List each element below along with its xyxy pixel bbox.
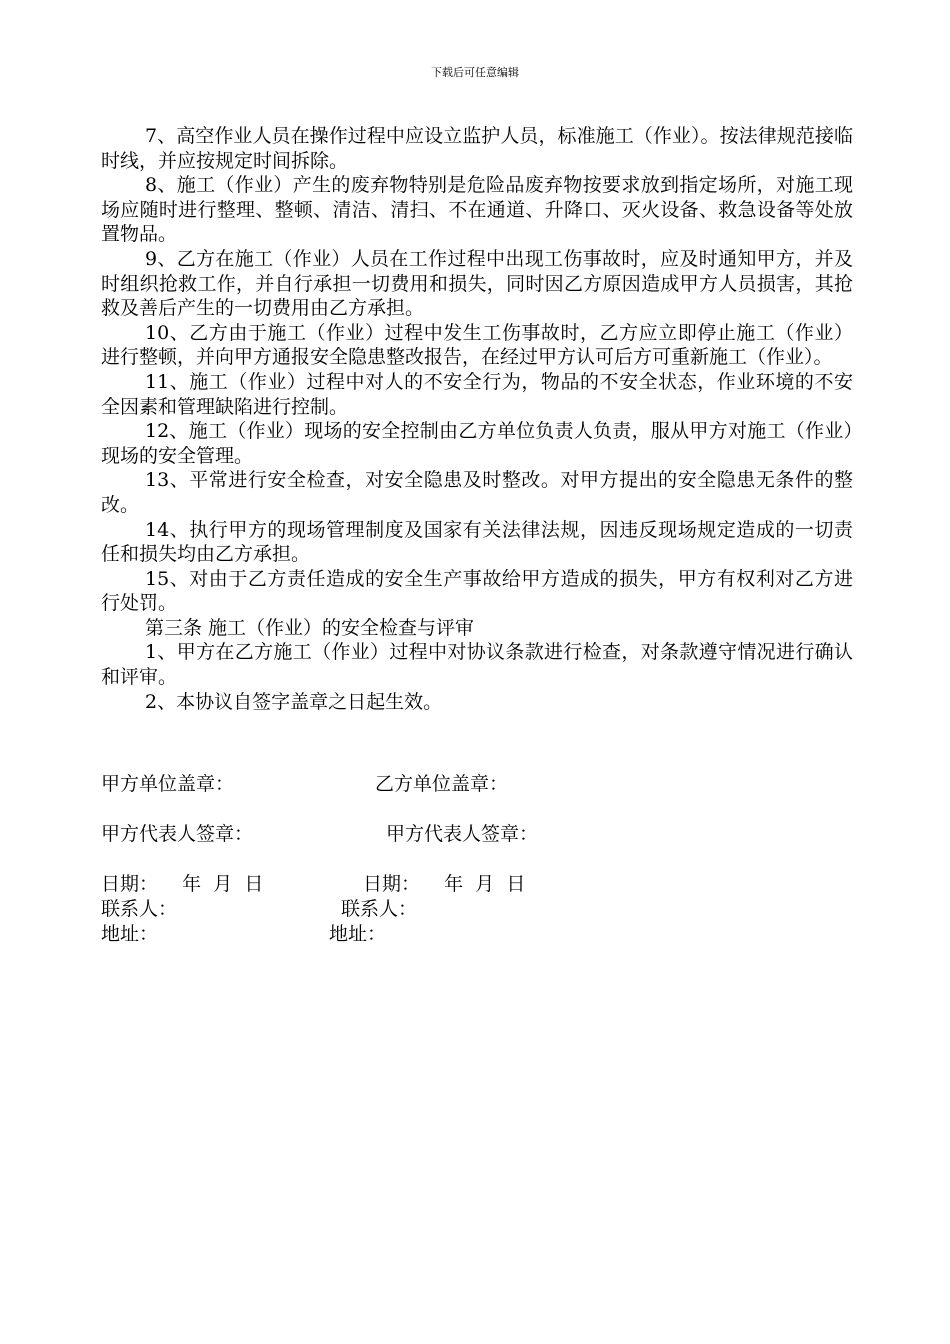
agreement-body: [101, 124, 853, 714]
clause-9: 9、乙方在施工（作业）人员在工作过程中出现工伤事故时，应及时通知甲方，并及时组织抢救工作，并自行承担一切费用和损失，同时因乙方原因造成甲方人员损害，其抢救及善后产生的一切费用由乙方承担。: [101, 247, 853, 320]
clause-10: 10、乙方由于施工（作业）过程中发生工伤事故时，乙方应立即停止施工（作业）进行整顿，并向甲方通报安全隐患整改报告，在经过甲方认可后方可重新施工（作业）。: [101, 321, 853, 369]
party-a-address-label: 地址：: [101, 923, 159, 945]
party-b-seal-label: 乙方单位盖章：: [375, 773, 509, 795]
clause-15: 15、对由于乙方责任造成的安全生产事故给甲方造成的损失，甲方有权利对乙方进行处罚。: [101, 567, 853, 615]
party-b-date-label: 日期： 年 月 日: [363, 873, 526, 895]
party-b-address-label: 地址：: [329, 923, 387, 945]
party-b-contact-label: 联系人：: [341, 898, 418, 920]
clause-12: 12、施工（作业）现场的安全控制由乙方单位负责人负责，服从甲方对施工（作业）现场的安全管理。: [101, 420, 853, 467]
party-b-rep-label: 甲方代表人签章：: [386, 823, 539, 845]
party-a-rep-label: 甲方代表人签章：: [101, 823, 254, 845]
party-a-date-label: 日期： 年 月 日: [101, 873, 264, 895]
clause-8: 8、施工（作业）产生的废弃物特别是危险品废弃物按要求放到指定场所，对施工现场应随时进行整理、整顿、清洁、清扫、不在通道、升降口、灭火设备、救急设备等处放置物品。: [101, 174, 853, 246]
article-3-item-1: 1、甲方在乙方施工（作业）过程中对协议条款进行检查，对条款遵守情况进行确认和评审。: [101, 641, 853, 689]
page-header: 下载后可任意编辑: [431, 66, 519, 79]
clause-11: 11、施工（作业）过程中对人的不安全行为，物品的不安全状态，作业环境的不安全因素和管理缺陷进行控制。: [101, 370, 853, 418]
party-a-contact-label: 联系人：: [101, 898, 178, 920]
party-a-seal-label: 甲方单位盖章：: [101, 773, 235, 795]
clause-13: 13、平常进行安全检查，对安全隐患及时整改。对甲方提出的安全隐患无条件的整改。: [101, 469, 853, 516]
clause-14: 14、执行甲方的现场管理制度及国家有关法律法规，因违反现场规定造成的一切责任和损失均由乙方承担。: [101, 518, 853, 566]
article-3-item-2: 2、本协议自签字盖章之日起生效。: [145, 690, 443, 713]
clause-7: 7、高空作业人员在操作过程中应设立监护人员，标准施工（作业）。按法律规范接临时线，并应按规定时间拆除。: [101, 125, 853, 172]
address-row: [101, 922, 861, 1018]
article-3-heading: 第三条 施工（作业）的安全检查与评审: [145, 616, 475, 639]
